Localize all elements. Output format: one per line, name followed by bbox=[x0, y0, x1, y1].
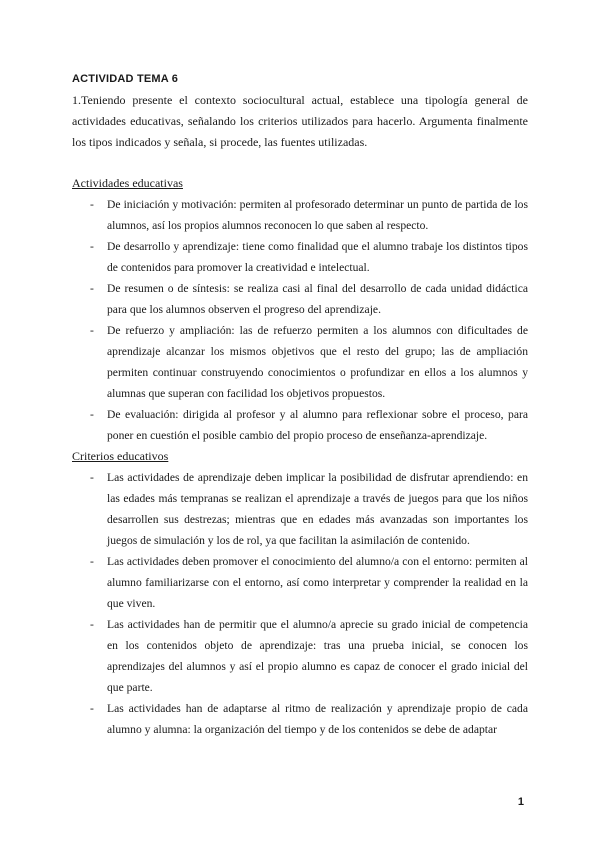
list-item-text: De evaluación: dirigida al profesor y al alumno para reflexionar sobre el proceso, para poner en cuestión el posible cambio del propio proceso de enseñanza-aprendizaje. bbox=[107, 408, 528, 442]
list-item-text: De desarrollo y aprendizaje: tiene como finalidad que el alumno trabaje los distintos tipos de contenidos para promover la creatividad e intelectual. bbox=[107, 240, 528, 274]
section-criteria bbox=[72, 446, 528, 740]
list-item bbox=[72, 614, 528, 698]
bullet-dash: - bbox=[90, 240, 94, 253]
bullet-dash: - bbox=[90, 324, 94, 337]
list-item-text: Las actividades de aprendizaje deben implicar la posibilidad de disfrutar aprendiendo: en las edades más tempranas se realizan el aprendizaje a través de juegos para que los niños desarrollen sus destrezas; mientras que en edades más avanzadas son importantes los juegos de simulación y los de rol, ya que facilitan la asimilación de contenido. bbox=[107, 471, 528, 547]
list-item-text: De iniciación y motivación: permiten al profesorado determinar un punto de partida de los alumnos, así los propios alumnos reconocen lo que saben al respecto. bbox=[107, 198, 528, 232]
list-item bbox=[72, 467, 528, 551]
document-heading: ACTIVIDAD TEMA 6 bbox=[72, 73, 179, 85]
list-item-text: Las actividades han de permitir que el alumno/a aprecie su grado inicial de competencia en los contenidos objeto de aprendizaje: tras una prueba inicial, se conocen los aprendizajes del alumnos y así el propio alumno es capaz de conocer el grado inicial del que parte. bbox=[107, 618, 528, 694]
bullet-dash: - bbox=[90, 555, 94, 568]
bullet-dash: - bbox=[90, 618, 94, 631]
section-title-activities: Actividades educativas bbox=[72, 176, 183, 190]
activities-list bbox=[72, 194, 528, 446]
list-item bbox=[72, 278, 528, 320]
list-item bbox=[72, 404, 528, 446]
list-item-text: Las actividades han de adaptarse al ritmo de realización y aprendizaje propio de cada alumno y alumna: la organización del tiempo y de los contenidos se debe de adaptar bbox=[107, 702, 528, 736]
list-item-text: De resumen o de síntesis: se realiza casi al final del desarrollo de cada unidad didáctica para que los alumnos observen el progreso del aprendizaje. bbox=[107, 282, 528, 316]
spacer bbox=[72, 153, 528, 173]
list-item-text: Las actividades deben promover el conocimiento del alumno/a con el entorno: permiten al alumno familiarizarse con el entorno, así como interpretar y comprender la realidad en la que viven. bbox=[107, 555, 528, 610]
bullet-dash: - bbox=[90, 702, 94, 715]
list-item bbox=[72, 194, 528, 236]
list-item-text: De refuerzo y ampliación: las de refuerzo permiten a los alumnos con dificultades de aprendizaje alcanzar los mismos objetivos que el resto del grupo; las de ampliación permiten continuar construyendo conocimientos o profundizar en ellos a los alumnos y alumnas que superan con facilidad los objetivos propuestos. bbox=[107, 324, 528, 400]
bullet-dash: - bbox=[90, 408, 94, 421]
page-number: 1 bbox=[517, 796, 524, 808]
section-activities bbox=[72, 173, 528, 446]
bullet-dash: - bbox=[90, 198, 94, 211]
list-item bbox=[72, 551, 528, 614]
section-title-criteria: Criterios educativos bbox=[72, 449, 169, 463]
bullet-dash: - bbox=[90, 282, 94, 295]
list-item bbox=[72, 236, 528, 278]
document-page bbox=[72, 72, 528, 740]
intro-paragraph: 1.Teniendo presente el contexto sociocultural actual, establece una tipología general de actividades educativas, señalando los criterios utilizados para hacerlo. Argumenta finalmente los tipos indicados y señala, si procede, las fuentes utilizadas. bbox=[72, 93, 528, 149]
criteria-list bbox=[72, 467, 528, 740]
bullet-dash: - bbox=[90, 471, 94, 484]
list-item bbox=[72, 698, 528, 740]
list-item bbox=[72, 320, 528, 404]
